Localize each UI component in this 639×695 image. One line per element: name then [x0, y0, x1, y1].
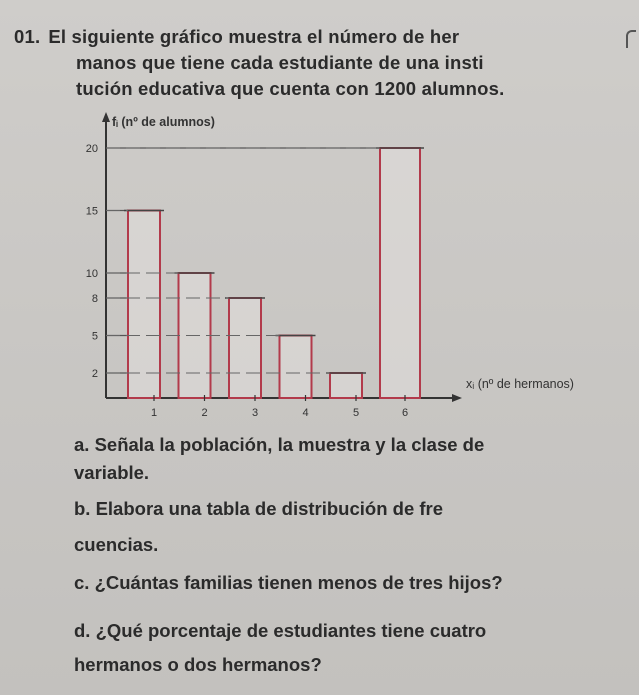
y-axis-label: fᵢ (nº de alumnos) [112, 115, 215, 129]
question-line-1: El siguiente gráfico muestra el número de her [48, 26, 460, 47]
item-d-line-1: d. ¿Qué porcentaje de estudiantes tiene cuatro [74, 620, 487, 641]
x-tick-label: 3 [251, 407, 259, 419]
x-tick-label: 1 [150, 407, 158, 419]
item-d-line-2: hermanos o dos hermanos? [74, 654, 322, 675]
chart-axes [102, 112, 574, 402]
bar-3 [229, 298, 261, 398]
question-number: 01. [14, 26, 41, 47]
bar-4 [280, 336, 312, 399]
item-b-line-1: b. Elabora una tabla de distribución de fre [74, 498, 444, 519]
bar-5 [330, 373, 362, 398]
item-b-line-2: cuencias. [74, 534, 159, 555]
x-tick-label: 4 [302, 407, 309, 419]
x-tick-label: 6 [401, 407, 409, 419]
item-c: c. ¿Cuántas familias tienen menos de tres hijos? [74, 572, 503, 593]
question-line-2: manos que tiene cada estudiante de una insti [76, 52, 484, 73]
item-a-line-2: variable. [74, 462, 150, 483]
y-tick-label: 5 [91, 330, 98, 343]
item-a-line-1: a. Señala la población, la muestra y la clase de [74, 434, 485, 455]
chart-bars [106, 148, 424, 398]
y-tick-label: 8 [91, 293, 98, 305]
x-axis-label: xᵢ (nº de hermanos) [466, 377, 574, 391]
x-axis-arrow [452, 394, 462, 402]
y-tick-label: 15 [85, 205, 98, 218]
bar-6 [380, 148, 420, 398]
y-axis-arrow [102, 112, 110, 122]
y-tick-label: 20 [85, 143, 98, 155]
y-tick-label: 2 [91, 368, 98, 380]
y-tick-label: 10 [85, 268, 98, 280]
x-tick-label: 2 [201, 407, 208, 419]
question-line-3: tución educativa que cuenta con 1200 alumnos. [76, 78, 505, 99]
bar-1 [128, 211, 160, 399]
x-tick-label: 5 [352, 407, 360, 419]
